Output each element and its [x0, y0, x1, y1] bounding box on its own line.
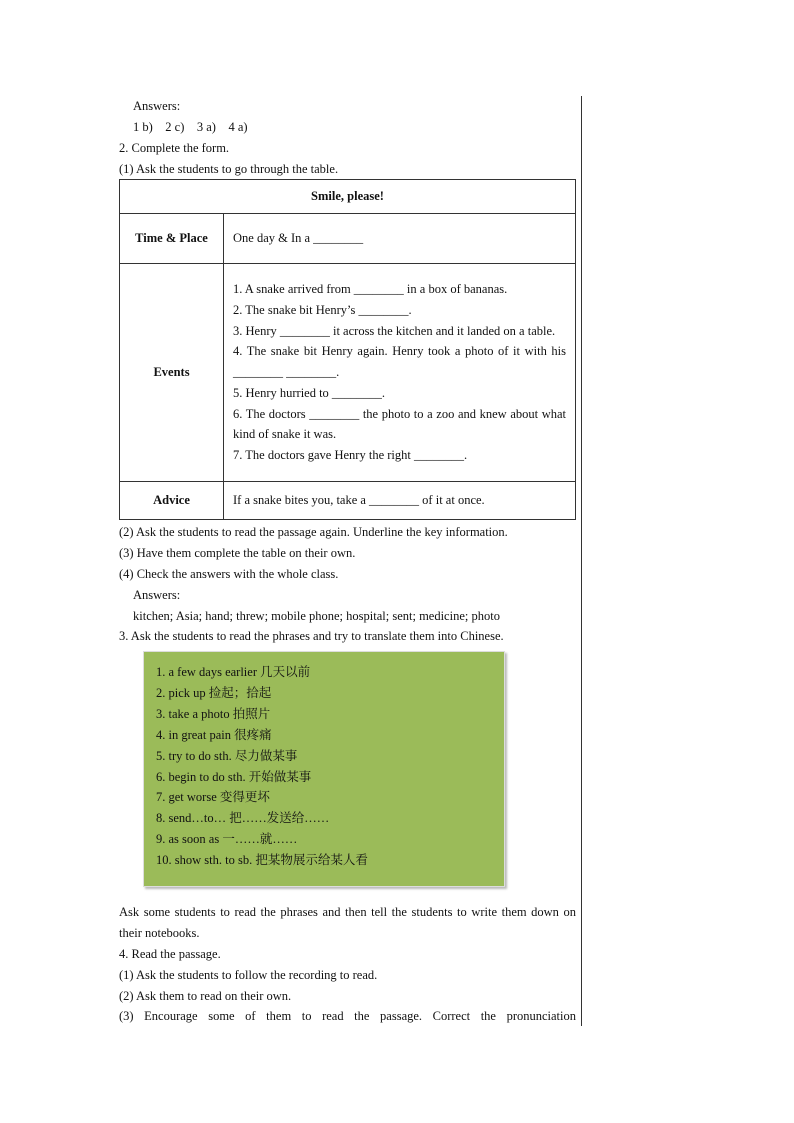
smile-please-table — [119, 179, 576, 520]
instruction-line: (4) Check the answers with the whole class. — [119, 567, 339, 581]
time-place-value: One day & In a ________ — [224, 214, 576, 264]
event-item: 6. The doctors ________ the photo to a zoo and knew about what kind of snake it was. — [233, 406, 566, 442]
phrase-item: 4. in great pain 很疼痛 — [156, 728, 272, 742]
instruction-line: (1) Ask the students to go through the table. — [119, 162, 339, 176]
instruction-line: (2) Ask them to read on their own. — [119, 989, 292, 1003]
event-item: 2. The snake bit Henry’s ________. — [233, 302, 412, 317]
phrase-item: 10. show sth. to sb. 把某物展示给某人看 — [156, 853, 368, 867]
step-heading: 4. Read the passage. — [119, 947, 221, 961]
event-item: 4. The snake bit Henry again. Henry took a photo of it with his ________ ________. — [233, 344, 566, 380]
event-item: 1. A snake arrived from ________ in a box of bananas. — [233, 281, 508, 296]
page-right-border — [581, 96, 582, 1026]
paragraph: Ask some students to read the phrases and then tell the students to write them down on their notebooks. — [119, 905, 576, 940]
phrase-item: 8. send…to… 把……发送给…… — [156, 811, 330, 825]
advice-value: If a snake bites you, take a ________ of it at once. — [224, 482, 576, 520]
instruction-line: (2) Ask the students to read the passage again. Underline the key information. — [119, 525, 508, 539]
time-place-label: Time & Place — [120, 214, 224, 264]
step-heading: 3. Ask the students to read the phrases and try to translate them into Chinese. — [119, 629, 504, 643]
event-item: 3. Henry ________ it across the kitchen and it landed on a table. — [233, 323, 556, 338]
instruction-line: (1) Ask the students to follow the recording to read. — [119, 968, 378, 982]
answers-list: 1 b) 2 c) 3 a) 4 a) — [133, 120, 248, 134]
event-item: 7. The doctors gave Henry the right ________. — [233, 448, 468, 463]
phrase-item: 6. begin to do sth. 开始做某事 — [156, 770, 312, 784]
advice-label: Advice — [120, 482, 224, 520]
event-item: 5. Henry hurried to ________. — [233, 385, 386, 400]
answers-label: Answers: — [133, 588, 181, 602]
phrase-item: 1. a few days earlier 几天以前 — [156, 665, 311, 679]
phrase-item: 9. as soon as 一……就…… — [156, 832, 298, 846]
phrase-item: 5. try to do sth. 尽力做某事 — [156, 749, 298, 763]
phrase-item: 3. take a photo 拍照片 — [156, 707, 271, 721]
phrases-box — [143, 651, 505, 887]
answers-list: kitchen; Asia; hand; threw; mobile phone; hospital; sent; medicine; photo — [133, 609, 500, 623]
phrase-item: 2. pick up 捡起；拾起 — [156, 686, 272, 700]
table-title: Smile, please! — [120, 180, 576, 214]
step-heading: 2. Complete the form. — [119, 141, 230, 155]
answers-label: Answers: — [133, 99, 181, 113]
instruction-line: (3) Encourage some of them to read the passage. Correct the pronunciation — [119, 1009, 576, 1023]
phrase-item: 7. get worse 变得更坏 — [156, 790, 270, 804]
events-label: Events — [120, 264, 224, 482]
instruction-line: (3) Have them complete the table on their own. — [119, 546, 356, 560]
events-list — [224, 264, 576, 482]
